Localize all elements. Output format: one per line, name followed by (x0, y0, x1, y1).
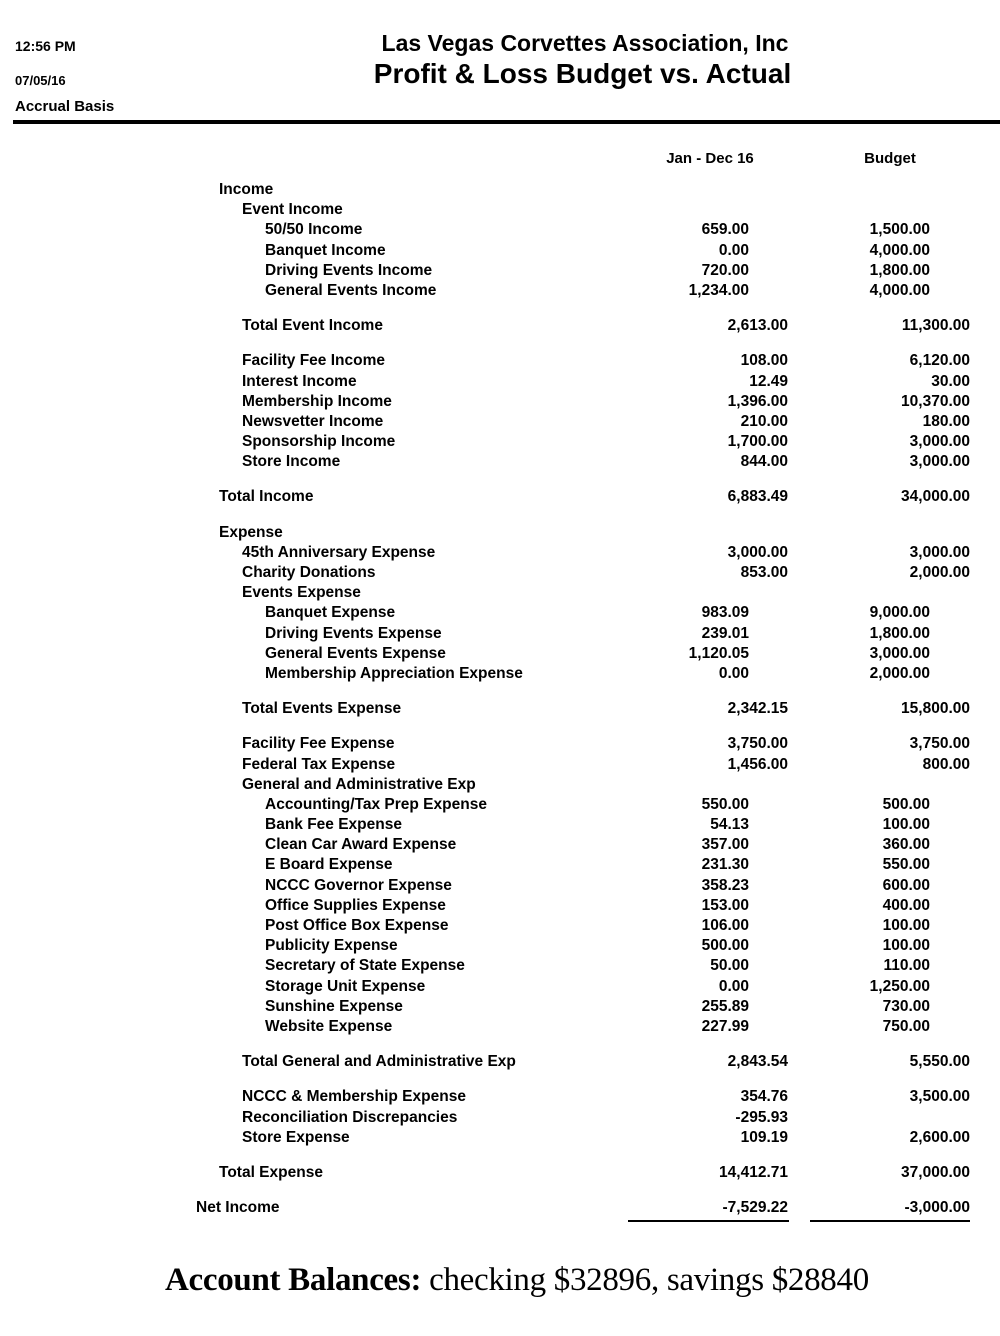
total-row (0, 700, 1000, 720)
row-label: Store Expense (242, 1128, 350, 1146)
row-label: Newsvetter Income (242, 412, 384, 430)
amount-actual: 227.99 (701, 1017, 749, 1035)
table-row (0, 645, 1000, 665)
amount-budget: 750.00 (882, 1017, 930, 1035)
table-row (0, 665, 1000, 685)
amount-budget: 3,000.00 (869, 644, 930, 662)
amount-actual: 357.00 (701, 836, 749, 854)
amount-budget: 3,500.00 (909, 1088, 970, 1106)
section-heading-row (0, 181, 1000, 201)
amount-actual: 1,396.00 (727, 392, 788, 410)
row-label: 45th Anniversary Expense (242, 543, 436, 561)
amount-actual: 231.30 (701, 856, 749, 874)
table-row (0, 1129, 1000, 1149)
amount-budget: 360.00 (882, 836, 930, 854)
amount-actual: 153.00 (701, 896, 749, 914)
amount-actual: 0.00 (718, 977, 749, 995)
amount-budget: 5,550.00 (909, 1053, 970, 1071)
amount-actual: 1,456.00 (727, 755, 788, 773)
amount-budget: 1,500.00 (869, 221, 930, 239)
amount-budget: 730.00 (882, 997, 930, 1015)
table-row (0, 998, 1000, 1018)
row-label: NCCC Governor Expense (265, 876, 452, 894)
row-label: General Events Income (265, 281, 437, 299)
row-label: General Events Expense (265, 644, 446, 662)
amount-actual: 255.89 (701, 997, 749, 1015)
amount-actual: 844.00 (740, 453, 788, 471)
amount-budget: 3,000.00 (909, 453, 970, 471)
amount-budget: 1,800.00 (869, 624, 930, 642)
table-row (0, 282, 1000, 302)
table-row (0, 856, 1000, 876)
amount-actual: 12.49 (749, 372, 788, 390)
amount-budget: 4,000.00 (869, 241, 930, 259)
row-label: Banquet Income (265, 241, 386, 259)
row-label: Clean Car Award Expense (265, 836, 457, 854)
amount-budget: 110.00 (883, 957, 930, 975)
amount-actual: 106.00 (701, 917, 749, 934)
report-basis: Accrual Basis (15, 98, 115, 115)
amount-budget: 550.00 (882, 856, 930, 874)
report-date: 07/05/16 (15, 73, 66, 88)
report-time: 12:56 PM (15, 38, 76, 54)
table-row (0, 877, 1000, 897)
table-row (0, 604, 1000, 624)
amount-budget: 34,000.00 (901, 488, 970, 506)
row-label: Office Supplies Expense (265, 896, 446, 914)
row-label: Sponsorship Income (242, 433, 396, 451)
amount-budget: 1,800.00 (869, 261, 930, 279)
table-row (0, 352, 1000, 372)
table-row (0, 393, 1000, 413)
company-name: Las Vegas Corvettes Association, Inc (381, 30, 789, 56)
table-row (0, 221, 1000, 241)
amount-actual: -7,529.22 (722, 1199, 788, 1217)
row-label: Interest Income (242, 372, 357, 390)
amount-actual: 239.01 (701, 624, 749, 642)
table-row (0, 796, 1000, 816)
total-row (0, 1053, 1000, 1073)
row-label: Income (219, 181, 274, 198)
amount-budget: 500.00 (882, 795, 930, 813)
header-divider (13, 120, 1000, 124)
section-heading-row (0, 201, 1000, 221)
amount-budget: 400.00 (882, 896, 930, 914)
amount-actual: 550.00 (701, 795, 749, 813)
row-label: Membership Income (242, 392, 392, 410)
net-income-actual-underline (628, 1220, 789, 1222)
amount-budget: 800.00 (922, 755, 970, 773)
section-heading-row (0, 776, 1000, 796)
amount-budget: 11,300.00 (901, 317, 970, 335)
row-label: NCCC & Membership Expense (242, 1088, 466, 1106)
table-row (0, 735, 1000, 755)
row-label: Total Events Expense (242, 700, 402, 718)
amount-budget: 30.00 (931, 372, 970, 390)
amount-actual: 2,342.15 (727, 700, 788, 718)
amount-actual: 2,613.00 (727, 317, 788, 335)
amount-actual: 3,750.00 (727, 735, 788, 753)
amount-budget: 9,000.00 (869, 604, 930, 622)
table-row (0, 836, 1000, 856)
amount-budget: 3,000.00 (909, 543, 970, 561)
row-label: Total Income (219, 488, 314, 506)
section-heading-row (0, 584, 1000, 604)
table-row (0, 937, 1000, 957)
amount-actual: 14,412.71 (719, 1163, 788, 1181)
amount-budget: 100.00 (882, 917, 930, 934)
row-label: Storage Unit Expense (265, 977, 426, 995)
table-row (0, 544, 1000, 564)
amount-budget: 2,000.00 (909, 564, 970, 581)
net-income-budget-underline (810, 1220, 970, 1222)
table-row (0, 978, 1000, 998)
amount-budget: 100.00 (882, 816, 930, 834)
account-balances-label: Account Balances: (165, 1262, 422, 1298)
amount-actual: 500.00 (701, 937, 749, 955)
amount-actual: -295.93 (735, 1108, 788, 1126)
row-label: Website Expense (265, 1017, 393, 1035)
amount-actual: 50.00 (710, 957, 749, 975)
row-label: Federal Tax Expense (242, 755, 396, 773)
amount-actual: 0.00 (718, 241, 749, 259)
table-row (0, 957, 1000, 977)
row-label: General and Administrative Exp (242, 775, 476, 793)
amount-actual: 1,234.00 (688, 281, 749, 299)
total-row (0, 1199, 1000, 1219)
row-label: Publicity Expense (265, 937, 398, 955)
amount-actual: 2,843.54 (727, 1053, 788, 1071)
row-label: Net Income (196, 1199, 280, 1217)
report-table (0, 181, 1000, 1219)
table-row (0, 373, 1000, 393)
table-row (0, 917, 1000, 937)
row-label: Events Expense (242, 584, 361, 602)
amount-actual: 1,120.05 (688, 644, 749, 662)
row-label: Sunshine Expense (265, 997, 403, 1015)
account-balances (165, 1262, 869, 1299)
amount-actual: 6,883.49 (727, 488, 788, 506)
table-row (0, 816, 1000, 836)
table-row (0, 413, 1000, 433)
amount-budget: 3,000.00 (909, 433, 970, 451)
table-row (0, 242, 1000, 262)
amount-actual: 354.76 (740, 1088, 788, 1106)
amount-budget: 3,750.00 (909, 735, 970, 753)
row-label: Accounting/Tax Prep Expense (265, 795, 487, 813)
report-title: Profit & Loss Budget vs. Actual (373, 58, 792, 89)
amount-budget: 180.00 (922, 412, 970, 430)
row-label: Total Expense (219, 1163, 323, 1181)
total-row (0, 1164, 1000, 1184)
table-row (0, 897, 1000, 917)
amount-actual: 983.09 (701, 604, 749, 622)
amount-actual: 108.00 (740, 352, 788, 370)
row-label: Expense (219, 523, 283, 541)
row-label: Bank Fee Expense (265, 816, 402, 834)
row-label: Facility Fee Income (242, 352, 385, 370)
section-heading-row (0, 524, 1000, 544)
amount-budget: 2,000.00 (869, 664, 930, 682)
amount-actual: 109.19 (740, 1128, 788, 1146)
amount-budget: 10,370.00 (901, 392, 970, 410)
amount-budget: 600.00 (882, 876, 930, 894)
amount-actual: 210.00 (740, 412, 788, 430)
amount-budget: 15,800.00 (901, 700, 970, 718)
amount-budget: 100.00 (882, 937, 930, 955)
table-row (0, 453, 1000, 473)
row-label: Post Office Box Expense (265, 917, 449, 934)
amount-budget: 1,250.00 (869, 977, 930, 995)
row-label: E Board Expense (265, 856, 393, 874)
row-label: Driving Events Income (265, 261, 433, 279)
table-row (0, 564, 1000, 584)
amount-actual: 853.00 (740, 564, 788, 581)
row-label: Membership Appreciation Expense (265, 664, 523, 682)
table-row (0, 625, 1000, 645)
row-label: Driving Events Expense (265, 624, 442, 642)
total-row (0, 317, 1000, 337)
row-label: Facility Fee Expense (242, 735, 395, 753)
amount-budget: 6,120.00 (909, 352, 970, 370)
table-row (0, 433, 1000, 453)
row-label: Reconciliation Discrepancies (242, 1108, 458, 1126)
table-row (0, 1109, 1000, 1129)
amount-budget: 37,000.00 (901, 1163, 970, 1181)
table-row (0, 1018, 1000, 1038)
row-label: Total Event Income (242, 317, 383, 335)
row-label: Store Income (242, 453, 341, 471)
column-header-actual: Jan - Dec 16 (666, 150, 754, 167)
table-row (0, 756, 1000, 776)
row-label: Total General and Administrative Exp (242, 1053, 516, 1071)
table-row (0, 1088, 1000, 1108)
row-label: 50/50 Income (265, 221, 363, 239)
amount-budget: -3,000.00 (904, 1199, 970, 1217)
row-label: Banquet Expense (265, 604, 396, 622)
total-row (0, 488, 1000, 508)
column-header-budget: Budget (864, 150, 916, 167)
row-label: Charity Donations (242, 564, 376, 581)
amount-budget: 4,000.00 (869, 281, 930, 299)
amount-actual: 1,700.00 (727, 433, 788, 451)
table-row (0, 262, 1000, 282)
amount-actual: 3,000.00 (727, 543, 788, 561)
amount-actual: 358.23 (701, 876, 749, 894)
row-label: Event Income (242, 201, 343, 219)
amount-actual: 720.00 (701, 261, 749, 279)
amount-actual: 0.00 (718, 664, 749, 682)
amount-budget: 2,600.00 (909, 1128, 970, 1146)
row-label: Secretary of State Expense (265, 957, 465, 975)
amount-actual: 54.13 (710, 816, 749, 834)
amount-actual: 659.00 (701, 221, 749, 239)
account-balances-text: checking $32896, savings $28840 (429, 1262, 869, 1298)
